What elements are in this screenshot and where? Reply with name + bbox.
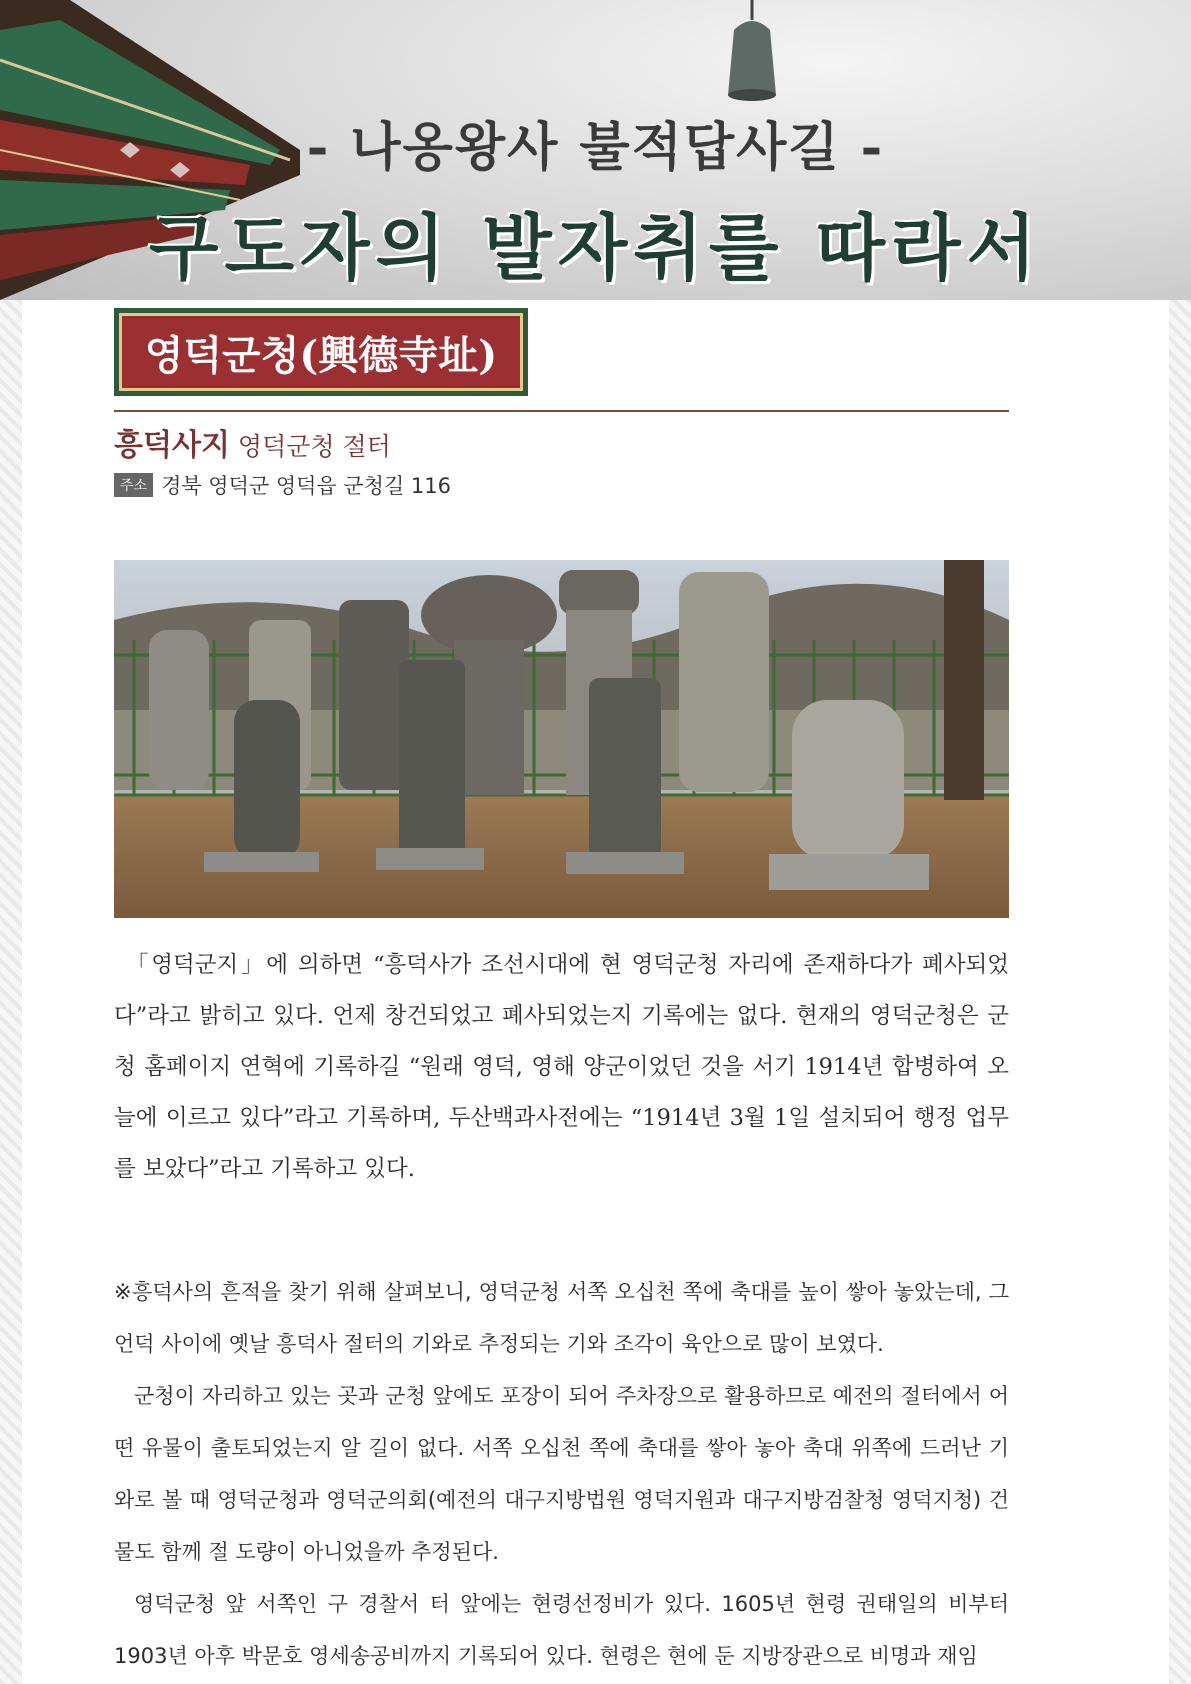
section-label: 영덕군청(興德寺址) — [144, 331, 498, 379]
left-frame-pattern — [0, 300, 22, 1684]
temple-bell-icon — [712, 0, 792, 110]
right-frame-pattern — [1169, 300, 1191, 1684]
section-label-frame — [114, 308, 528, 396]
series-title: - 나옹왕사 불적답사길 - — [306, 117, 885, 178]
divider — [114, 410, 1009, 412]
note-paragraph: ※흥덕사의 흔적을 찾기 위해 살펴보니, 영덕군청 서쪽 오십천 쪽에 축대를 높이 쌓아 놓았는데, 그 언덕 사이에 옛날 흥덕사 절터의 기와로 추정되는 기와 조각이 육안으로 많이 보였다. — [114, 1280, 1009, 1356]
site-heading — [114, 420, 391, 464]
site-subtitle: 영덕군청 절터 — [237, 432, 391, 461]
paragraph-parking: 군청이 자리하고 있는 곳과 군청 앞에도 포장이 되어 주차장으로 활용하므로 예전의 절터에서 어떤 유물이 출토되었는지 알 길이 없다. 서쪽 오십천 쪽에 축대를 쌓아 놓아 축대 위쪽에 드러난 기와로 볼 때 영덕군청과 영덕군의회(예전의 대구지방법원 영덕지원과 대구지방검찰청 영덕지청) 건물도 함께 절 도량이 아니었을까 추정된다. — [114, 1384, 1009, 1564]
main-title: 구도자의 발자취를 따라서 — [148, 205, 1043, 290]
paragraph-stele: 영덕군청 앞 서쪽인 구 경찰서 터 앞에는 현령선정비가 있다. 1605년 현령 권태일의 비부터 1903년 아후 박문호 영세송공비까지 기록되어 있다. 현령은 현에 둔 지방장관으로 비명과 재임 — [114, 1592, 1009, 1668]
stele-photo — [114, 560, 1009, 918]
address-badge: 주소 — [114, 473, 153, 497]
address-line — [114, 470, 451, 500]
site-name: 흥덕사지 — [114, 428, 230, 463]
body-paragraph-2 — [114, 1266, 1009, 1682]
content-panel — [22, 300, 1169, 1684]
address-text: 경북 영덕군 영덕읍 군청길 116 — [161, 474, 451, 498]
body-paragraph-1: 「영덕군지」에 의하면 “흥덕사가 조선시대에 현 영덕군청 자리에 존재하다가 폐사되었다”라고 밝히고 있다. 언제 창건되었고 폐사되었는지 기록에는 없다. 현재의 영덕군청은 군청 홈페이지 연혁에 기록하길 “원래 영덕, 영해 양군이었던 것을 서기 1914년 합병하여 오늘에 이르고 있다”라고 기록하며, 두산백과사전에는 “1914년 3월 1일 설치되어 행정 업무를 보았다”라고 기록하고 있다. — [114, 952, 1009, 1182]
